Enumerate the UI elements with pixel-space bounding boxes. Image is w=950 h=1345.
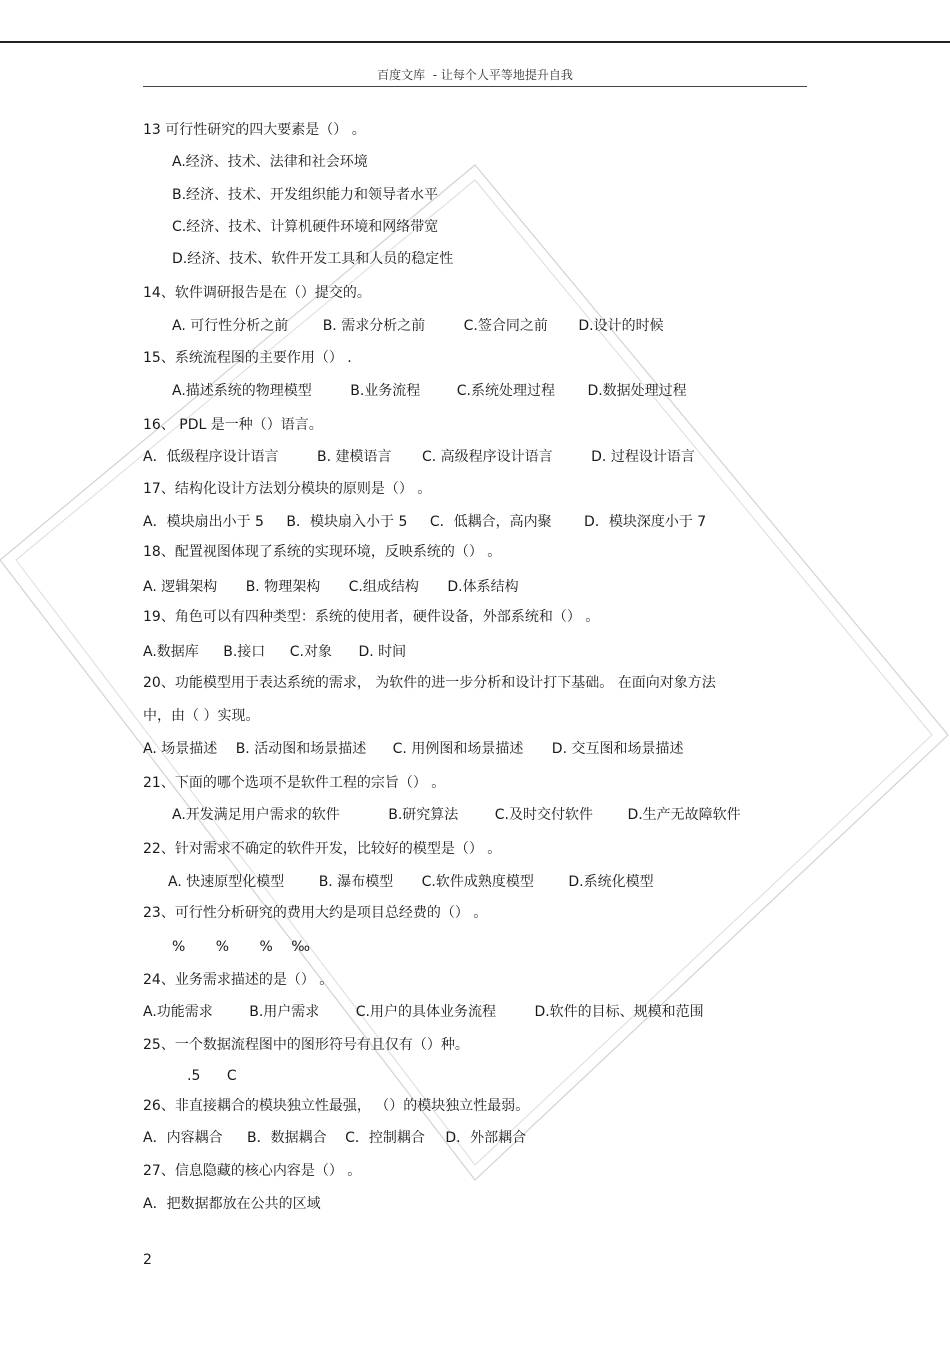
page-header: 百度文库 - 让每个人平等地提升自我	[377, 68, 573, 82]
q19-option: C.对象	[289, 644, 332, 660]
q22-option: D.系统化模型	[568, 874, 654, 890]
q18-option: D.体系结构	[447, 579, 519, 595]
question-26: 26、非直接耦合的模块独立性最强， （）的模块独立性最弱。	[143, 1098, 530, 1114]
q16-options	[143, 448, 717, 466]
q17-option: C．低耦合，高内聚	[429, 514, 552, 530]
q26-option: D．外部耦合	[445, 1130, 527, 1146]
question-20: 20、功能模型用于表达系统的需求， 为软件的进一步分析和设计打下基础。 在面向对象方法	[143, 675, 716, 691]
q18-option: B. 物理架构	[245, 579, 321, 595]
q15-option: A.描述系统的物理模型	[172, 383, 312, 399]
q18-option: C.组成结构	[348, 579, 419, 595]
q20-option: A. 场景描述	[143, 741, 218, 757]
q24-option: B.用户需求	[249, 1004, 320, 1020]
q26-option: A．内容耦合	[143, 1130, 223, 1146]
page-number: 2	[143, 1252, 152, 1268]
q27-option-a: A．把数据都放在公共的区域	[143, 1196, 321, 1212]
q13-option-d: D.经济、技术、软件开发工具和人员的稳定性	[172, 251, 454, 267]
question-17: 17、结构化设计方法划分模块的原则是（） 。	[143, 481, 432, 497]
q21-option: B.研究算法	[388, 807, 459, 823]
q20-option: C. 用例图和场景描述	[392, 741, 524, 757]
q15-option: C.系统处理过程	[456, 383, 555, 399]
q22-option: C.软件成熟度模型	[421, 874, 534, 890]
q14-option: C.签合同之前	[463, 318, 548, 334]
question-27: 27、信息隐藏的核心内容是（） 。	[143, 1163, 362, 1179]
q26-option: C．控制耦合	[345, 1130, 425, 1146]
q14-option: A. 可行性分析之前	[172, 318, 289, 334]
q14-options	[172, 317, 686, 335]
q23-option: %	[172, 939, 186, 955]
q15-options	[172, 382, 709, 400]
question-15: 15、系统流程图的主要作用（） .	[143, 350, 352, 366]
question-25: 25、一个数据流程图中的图形符号有且仅有（）种。	[143, 1037, 469, 1053]
q16-option: A．低级程序设计语言	[143, 449, 279, 465]
question-23: 23、可行性分析研究的费用大约是项目总经费的（） 。	[143, 905, 488, 921]
q21-options	[172, 806, 763, 824]
q19-option: B.接口	[223, 644, 266, 660]
question-18: 18、配置视图体现了系统的实现环境，反映系统的（） 。	[143, 544, 502, 560]
header-rule	[143, 86, 807, 87]
question-20-continued: 中，由（ ）实现。	[143, 708, 260, 724]
q19-option: A.数据库	[143, 644, 199, 660]
q22-options	[168, 873, 676, 891]
q15-option: B.业务流程	[350, 383, 421, 399]
q17-option: B．模块扇入小于 5	[286, 514, 408, 530]
question-14: 14、软件调研报告是在（）提交的。	[143, 285, 371, 301]
q14-option: D.设计的时候	[578, 318, 664, 334]
q19-option: D. 时间	[358, 644, 407, 660]
q15-option: D.数据处理过程	[587, 383, 687, 399]
q21-option: A.开发满足用户需求的软件	[172, 807, 340, 823]
q20-options	[143, 740, 705, 758]
q24-option: A.功能需求	[143, 1004, 213, 1020]
q23-option: ‰	[291, 939, 311, 955]
q16-option: D. 过程设计语言	[591, 449, 695, 465]
q16-option: C. 高级程序设计语言	[422, 449, 553, 465]
q17-option: D．模块深度小于 7	[584, 514, 707, 530]
q18-options	[143, 578, 541, 596]
q20-option: B. 活动图和场景描述	[235, 741, 367, 757]
q25-option: C	[226, 1068, 237, 1084]
q23-options	[172, 938, 332, 956]
q13-option-b: B.经济、技术、开发组织能力和领导者水平	[172, 187, 439, 203]
q22-option: A. 快速原型化模型	[168, 874, 285, 890]
q17-option: A．模块扇出小于 5	[143, 514, 264, 530]
q13-option-a: A.经济、技术、法律和社会环境	[172, 154, 368, 170]
q21-option: C.及时交付软件	[494, 807, 593, 823]
q25-option: .5	[187, 1068, 201, 1084]
q24-options	[143, 1003, 726, 1021]
top-rule	[0, 41, 950, 43]
question-21: 21、下面的哪个选项不是软件工程的宗旨（） 。	[143, 775, 446, 791]
q24-option: C.用户的具体业务流程	[355, 1004, 496, 1020]
q13-option-c: C.经济、技术、计算机硬件环境和网络带宽	[172, 219, 439, 235]
q19-options	[143, 643, 428, 661]
q18-option: A. 逻辑架构	[143, 579, 218, 595]
q22-option: B. 瀑布模型	[318, 874, 394, 890]
q16-option: B. 建模语言	[317, 449, 392, 465]
q25-options	[187, 1067, 259, 1085]
q23-option: %	[259, 939, 273, 955]
q14-option: B. 需求分析之前	[322, 318, 426, 334]
question-22: 22、针对需求不确定的软件开发，比较好的模型是（） 。	[143, 841, 502, 857]
q21-option: D.生产无故障软件	[627, 807, 741, 823]
q17-options	[143, 513, 728, 531]
q20-option: D. 交互图和场景描述	[551, 741, 684, 757]
q23-option: %	[215, 939, 230, 955]
question-19: 19、角色可以有四种类型：系统的使用者，硬件设备，外部系统和（） 。	[143, 609, 600, 625]
question-24: 24、业务需求描述的是（） 。	[143, 972, 334, 988]
question-16: 16、 PDL 是一种（）语言。	[143, 417, 323, 433]
q26-option: B．数据耦合	[247, 1130, 327, 1146]
q26-options	[143, 1129, 548, 1147]
question-13: 13 可行性研究的四大要素是（） 。	[143, 122, 366, 138]
q24-option: D.软件的目标、规模和范围	[534, 1004, 704, 1020]
